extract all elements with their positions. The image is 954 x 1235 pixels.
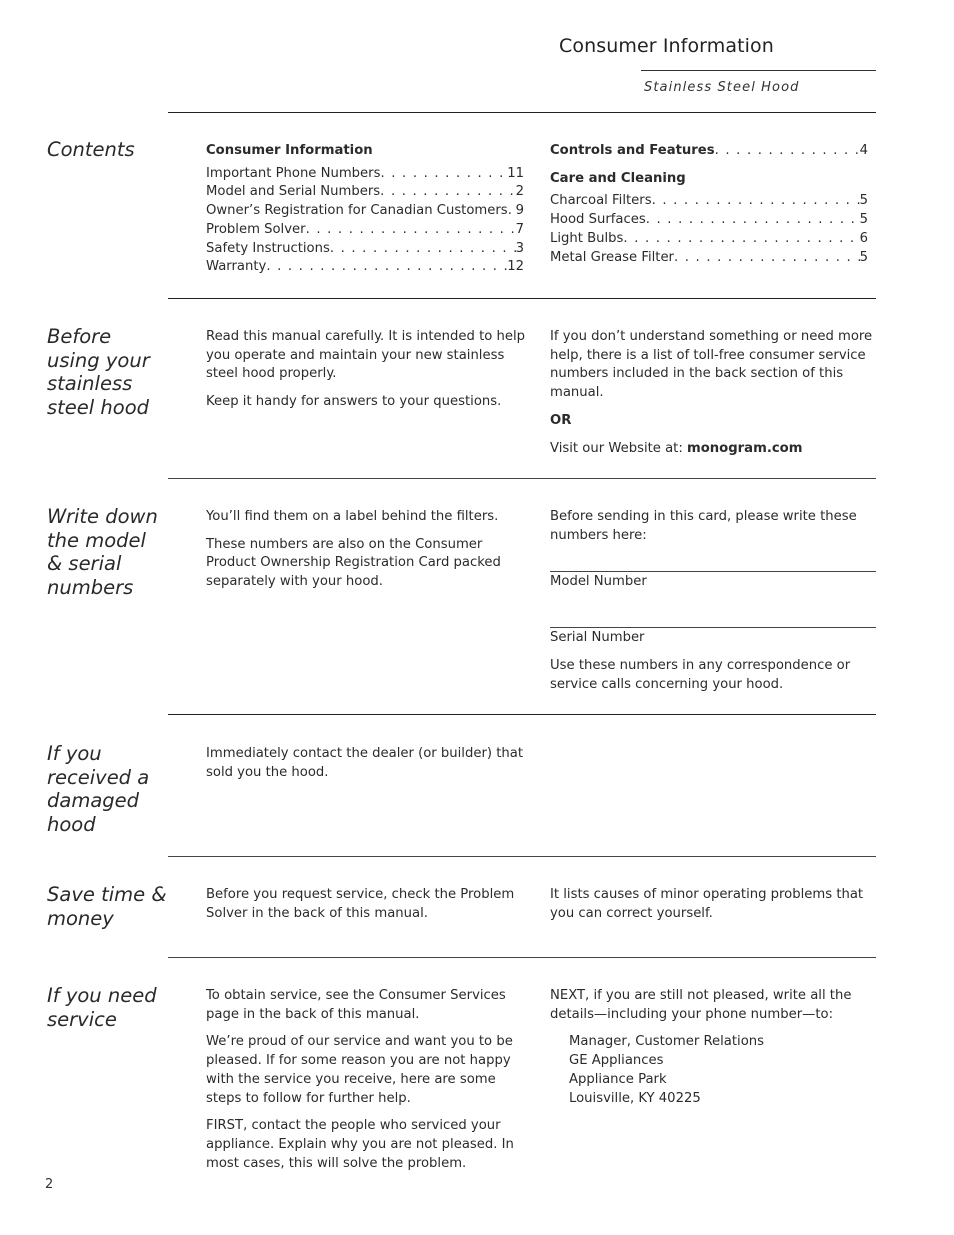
address-line: GE Appliances: [569, 1053, 664, 1069]
save-time-left: [206, 886, 534, 932]
section-divider: [168, 112, 876, 113]
or-label: OR: [550, 412, 572, 428]
toc-entry[interactable]: Light Bulbs . . . 6: [550, 230, 868, 249]
address-line: Louisville, KY 40225: [569, 1090, 701, 1106]
before-using-left: [206, 328, 534, 421]
website-line: Visit our Website at: monogram.com: [550, 440, 803, 456]
before-using-right: [550, 328, 876, 467]
toc-entry[interactable]: Safety Instructions . . . 3: [206, 240, 524, 259]
toc-entry[interactable]: Controls and Features . . . 4: [550, 142, 868, 161]
toc-entry[interactable]: Model and Serial Numbers . . . 2: [206, 183, 524, 202]
body-text: Use these numbers in any correspondence or service calls concerning your hood.: [550, 658, 851, 692]
damaged-heading: If you received a damaged hood: [47, 742, 150, 836]
write-down-left: [206, 508, 534, 601]
section-divider: [168, 856, 876, 857]
before-using-heading: Before using your stainless steel hood: [47, 325, 150, 419]
body-text: NEXT, if you are still not pleased, write all the details—including your phone number—to:: [550, 988, 852, 1022]
toc-entry[interactable]: Important Phone Numbers . . . 11: [206, 165, 524, 184]
serial-number-field[interactable]: [550, 627, 876, 628]
product-subtitle: Stainless Steel Hood: [644, 80, 800, 95]
body-text: It lists causes of minor operating problems that you can correct yourself.: [550, 887, 864, 921]
body-text: Before you request service, check the Problem Solver in the back of this manual.: [206, 887, 515, 921]
write-down-heading: Write down the model & serial numbers: [47, 505, 158, 599]
need-service-left: [206, 987, 534, 1182]
toc-entry[interactable]: Warranty . . . 12: [206, 258, 524, 277]
body-text: Immediately contact the dealer (or builder) that sold you the hood.: [206, 746, 523, 780]
body-text: FIRST, contact the people who serviced your appliance. Explain why you are not pleased. In most cases, this will solve the problem.: [206, 1118, 514, 1171]
website-link[interactable]: monogram.com: [686, 440, 803, 456]
address-line: Appliance Park: [569, 1071, 667, 1087]
write-down-instruction: Before sending in this card, please write these numbers here:: [550, 509, 857, 543]
toc-entry[interactable]: Hood Surfaces . . . 5: [550, 211, 868, 230]
address-line: Manager, Customer Relations: [569, 1034, 764, 1050]
serial-number-label: Serial Number: [550, 630, 645, 645]
toc-entry[interactable]: Charcoal Filters . . . 5: [550, 192, 868, 211]
model-number-field[interactable]: [550, 571, 876, 572]
toc-group-title: Consumer Information: [206, 143, 373, 158]
header-divider: [641, 70, 876, 71]
body-text: We’re proud of our service and want you to be pleased. If for some reason you are not happy with the service you receive, here are some steps to follow for further help.: [206, 1034, 513, 1106]
need-service-right: [550, 987, 876, 1108]
toc-right: [550, 142, 868, 267]
section-divider: [168, 298, 876, 299]
save-time-right: [550, 886, 876, 932]
model-number-label: Model Number: [550, 574, 647, 589]
need-service-heading: If you need service: [47, 984, 157, 1031]
toc-left: [206, 142, 524, 277]
save-time-heading: Save time & money: [47, 883, 167, 930]
damaged-left: [206, 745, 534, 791]
contents-heading: Contents: [47, 138, 135, 161]
section-divider: [168, 957, 876, 958]
toc-entry[interactable]: Owner’s Registration for Canadian Customers . . . 9: [206, 202, 524, 221]
body-text: Read this manual carefully. It is intended to help you operate and maintain your new stainless steel hood properly.: [206, 329, 526, 382]
mailing-address: [569, 1033, 876, 1108]
page-section-title: Consumer Information: [559, 35, 774, 57]
page-number: 2: [45, 1177, 54, 1192]
body-text: To obtain service, see the Consumer Services page in the back of this manual.: [206, 988, 506, 1022]
toc-entry[interactable]: Problem Solver . . . 7: [206, 221, 524, 240]
toc-entry[interactable]: Metal Grease Filter . . . 5: [550, 249, 868, 268]
section-divider: [168, 478, 876, 479]
body-text: These numbers are also on the Consumer Product Ownership Registration Card packed separately with your hood.: [206, 536, 501, 590]
body-text: You’ll find them on a label behind the filters.: [206, 509, 499, 524]
toc-group-title: Care and Cleaning: [550, 170, 686, 186]
body-text: Keep it handy for answers to your questions.: [206, 394, 502, 410]
body-text: If you don’t understand something or need more help, there is a list of toll-free consumer service numbers included in the back section of this manual.: [550, 329, 873, 401]
section-divider: [168, 714, 876, 715]
